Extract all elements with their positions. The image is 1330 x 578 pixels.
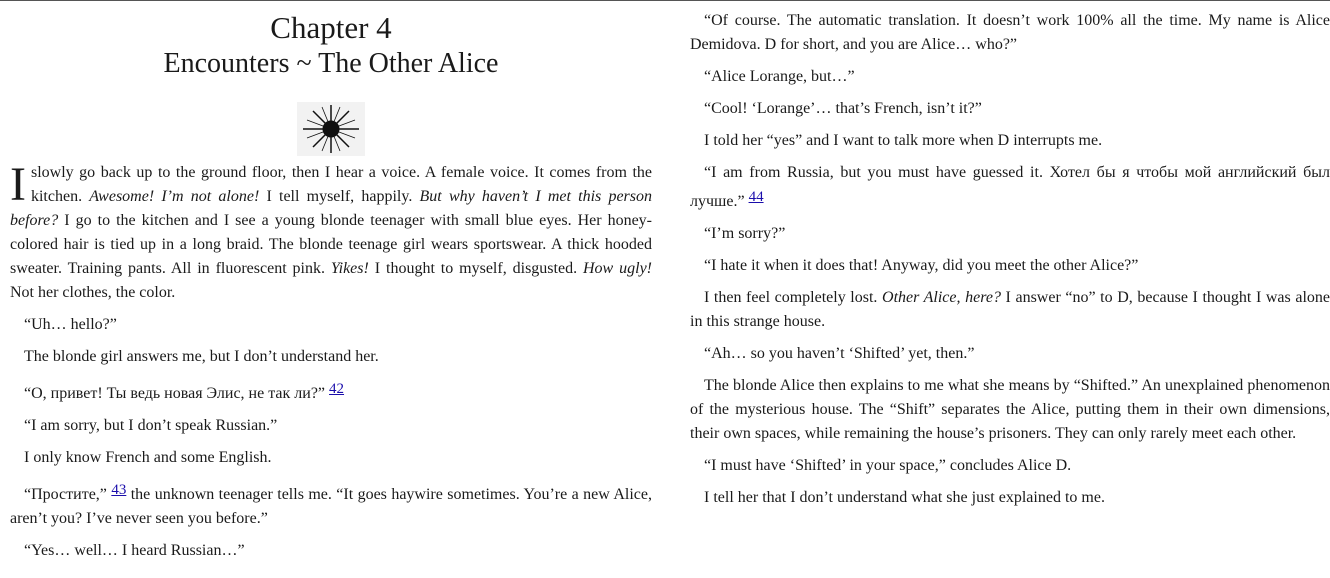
paragraph: “I must have ‘Shifted’ in your space,” concludes Alice D.	[704, 457, 1072, 474]
paragraph	[690, 286, 1330, 334]
paragraph	[10, 377, 652, 406]
footnote-link-42[interactable]: 42	[329, 381, 345, 397]
paragraph-opening	[10, 158, 653, 305]
footnote-link-44[interactable]: 44	[748, 189, 764, 205]
paragraph: “Uh… hello?”	[24, 316, 117, 333]
paragraph: “Cool! ‘Lorange’… that’s French, isn’t it?”	[704, 100, 982, 117]
drop-cap: I	[10, 158, 26, 211]
text-run: “I am from Russia, but you must have guessed it. Хотел бы я чтобы мой английский был лучше.”	[690, 164, 1330, 210]
paragraph: The blonde Alice then explains to me what she means by “Shifted.” An unexplained phenomenon of the mysterious house. The “Shift” separates the Alice, putting them in their own dimensions, their own spaces, while remaining the house’s prisoners. They can only rarely meet each other.	[690, 377, 1330, 442]
paragraph: I tell her that I don’t understand what she just explained to me.	[704, 489, 1105, 506]
paragraph	[690, 161, 1330, 214]
italic-thought: How ugly!	[582, 260, 652, 277]
text-run: the unknown teenager tells me. “It goes haywire sometimes. You’re a new Alice, aren’t you? I’ve never seen you before.”	[10, 486, 653, 527]
text-run: I thought to myself, disgusted.	[368, 260, 583, 277]
paragraph	[10, 478, 652, 531]
text-run: Not her clothes, the color.	[10, 284, 176, 301]
paragraph: The blonde girl answers me, but I don’t understand her.	[24, 348, 379, 365]
paragraph: “Ah… so you haven’t ‘Shifted’ yet, then.”	[704, 345, 975, 362]
italic-thought: Other Alice, here?	[882, 289, 1001, 306]
paragraph: “I am sorry, but I don’t speak Russian.”	[24, 417, 278, 434]
paragraph: “I hate it when it does that! Anyway, did you meet the other Alice?”	[704, 257, 1139, 274]
paragraph: “Alice Lorange, but…”	[704, 68, 855, 85]
text-run: “Простите,”	[24, 486, 107, 503]
text-run: I answer “no” to D, because I thought I was alone in this strange house.	[690, 289, 1330, 330]
text-run: “О, привет! Ты ведь новая Элис, не так ли?”	[24, 385, 326, 402]
paragraph: “Yes… well… I heard Russian…”	[24, 542, 245, 559]
text-run: I tell myself, happily.	[259, 188, 420, 205]
paragraph: “I’m sorry?”	[704, 225, 786, 242]
star-ornament-icon	[297, 102, 365, 156]
paragraph: I only know French and some English.	[24, 449, 272, 466]
italic-thought: Yikes!	[330, 260, 369, 277]
text-run: I go to the kitchen and I see a young blonde teenager with small blue eyes. Her honey-colored hair is tied up in a long braid. The blonde teenage girl wears sportswear. A thick hooded sweater. Training pants. All in fluorescent pink.	[10, 212, 652, 277]
paragraph: “Of course. The automatic translation. It doesn’t work 100% all the time. My name is Alice Demidova. D for short, and you are Alice… who?”	[690, 12, 1330, 53]
right-page	[690, 9, 1330, 518]
footnote-link-43[interactable]: 43	[111, 482, 127, 498]
italic-thought: But why haven’t I met this person before?	[10, 188, 653, 229]
chapter-title: Chapter 4	[270, 10, 392, 45]
text-run: I then feel completely lost.	[704, 289, 883, 306]
text-run: slowly go back up to the ground floor, then I hear a voice. A female voice. It comes from the kitchen.	[30, 164, 652, 205]
italic-thought: Awesome! I’m not alone!	[89, 188, 260, 205]
paragraph: I told her “yes” and I want to talk more when D interrupts me.	[704, 132, 1103, 149]
left-page	[10, 0, 652, 571]
chapter-subtitle: Encounters ~ The Other Alice	[163, 48, 499, 79]
